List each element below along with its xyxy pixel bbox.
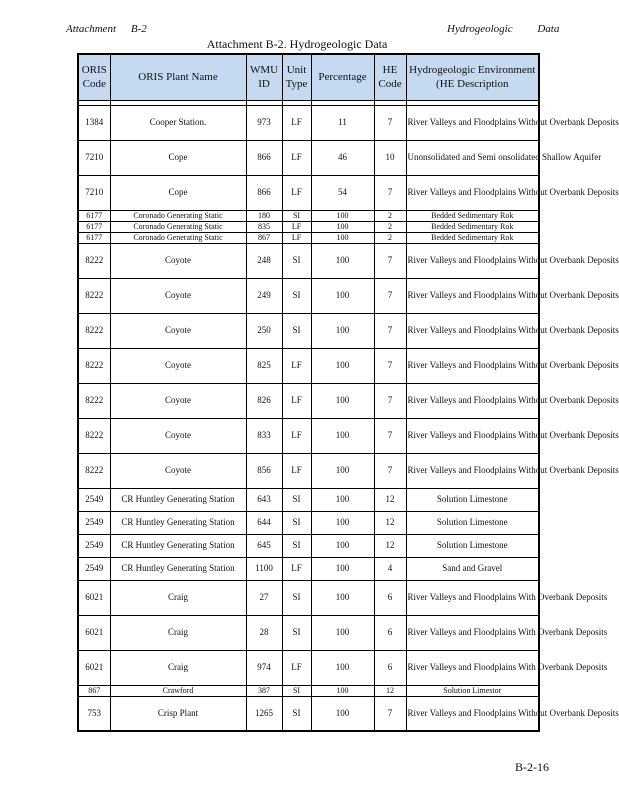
cell-unit-type: LF (282, 221, 311, 232)
cell-he-code: 6 (374, 580, 406, 615)
cell-oris-code: 8222 (78, 418, 110, 453)
col-header-he-code: HE Code (374, 54, 406, 100)
cell-percentage: 100 (311, 313, 374, 348)
cell-plant-name: Coyote (110, 453, 246, 488)
cell-oris-code: 6021 (78, 650, 110, 685)
cell-plant-name: Crawford (110, 685, 246, 696)
table-body (78, 105, 619, 731)
cell-plant-name: Craig (110, 580, 246, 615)
table-row (78, 313, 539, 348)
table-row (78, 278, 539, 313)
cell-unit-type: LF (282, 650, 311, 685)
cell-wmu-id: 387 (246, 685, 282, 696)
cell-percentage: 100 (311, 615, 374, 650)
cell-wmu-id: 645 (246, 534, 282, 557)
cell-he-description: River Valleys and Floodplains Without Overbank Deposits (406, 278, 539, 313)
cell-oris-code: 8222 (78, 383, 110, 418)
cell-he-code: 12 (374, 534, 406, 557)
cell-he-description: Sand and Gravel (406, 557, 539, 580)
cell-he-code: 4 (374, 557, 406, 580)
cell-he-code: 7 (374, 383, 406, 418)
col-header-percentage: Percentage (311, 54, 374, 100)
cell-he-description: River Valleys and Floodplains With Overbank Deposits (406, 580, 539, 615)
cell-plant-name: Craig (110, 615, 246, 650)
table-row (78, 488, 539, 511)
table-row (78, 650, 539, 685)
cell-wmu-id: 1265 (246, 696, 282, 731)
cell-he-code: 7 (374, 175, 406, 210)
cell-oris-code: 8222 (78, 313, 110, 348)
running-header-left (66, 23, 147, 35)
cell-percentage: 100 (311, 696, 374, 731)
cell-he-description: Bedded Sedimentary Rok (406, 232, 539, 243)
cell-unit-type: SI (282, 615, 311, 650)
cell-plant-name: CR Huntley Generating Station (110, 557, 246, 580)
cell-oris-code: 8222 (78, 348, 110, 383)
cell-he-description: Bedded Sedimentary Rok (406, 221, 539, 232)
cell-he-code: 7 (374, 696, 406, 731)
cell-he-description: River Valleys and Floodplains Without Overbank Deposits (406, 243, 539, 278)
cell-plant-name: Cooper Station. (110, 105, 246, 140)
cell-plant-name: Coyote (110, 348, 246, 383)
cell-unit-type: SI (282, 511, 311, 534)
cell-percentage: 46 (311, 140, 374, 175)
cell-plant-name: Coronado Generating Static (110, 232, 246, 243)
cell-oris-code: 6177 (78, 221, 110, 232)
cell-wmu-id: 867 (246, 232, 282, 243)
cell-oris-code: 7210 (78, 140, 110, 175)
cell-percentage: 54 (311, 175, 374, 210)
table-row (78, 696, 539, 731)
cell-plant-name: CR Huntley Generating Station (110, 534, 246, 557)
cell-he-code: 12 (374, 685, 406, 696)
table-row (78, 685, 539, 696)
cell-percentage: 100 (311, 232, 374, 243)
cell-plant-name: Coronado Generating Static (110, 210, 246, 221)
cell-wmu-id: 835 (246, 221, 282, 232)
cell-wmu-id: 180 (246, 210, 282, 221)
cell-oris-code: 6021 (78, 580, 110, 615)
cell-percentage: 100 (311, 453, 374, 488)
table-row (78, 140, 539, 175)
table-row (78, 557, 539, 580)
cell-plant-name: CR Huntley Generating Station (110, 511, 246, 534)
cell-unit-type: SI (282, 243, 311, 278)
header-attachment-label: Attachment (66, 23, 117, 35)
cell-wmu-id: 248 (246, 243, 282, 278)
cell-wmu-id: 1100 (246, 557, 282, 580)
cell-plant-name: Coyote (110, 243, 246, 278)
cell-he-code: 7 (374, 453, 406, 488)
cell-he-description: Solution Limestor (406, 685, 539, 696)
cell-he-code: 7 (374, 418, 406, 453)
table-row (78, 348, 539, 383)
col-header-he-description: Hydrogeologic Environment (HE Description (406, 54, 539, 100)
cell-percentage: 100 (311, 685, 374, 696)
cell-he-code: 6 (374, 615, 406, 650)
cell-unit-type: SI (282, 278, 311, 313)
cell-he-code: 6 (374, 650, 406, 685)
cell-oris-code: 2549 (78, 488, 110, 511)
table-row (78, 105, 539, 140)
cell-unit-type: SI (282, 580, 311, 615)
cell-oris-code: 8222 (78, 453, 110, 488)
cell-he-code: 2 (374, 221, 406, 232)
cell-wmu-id: 249 (246, 278, 282, 313)
cell-oris-code: 6177 (78, 232, 110, 243)
cell-he-code: 7 (374, 243, 406, 278)
table-row (78, 210, 539, 221)
cell-percentage: 100 (311, 210, 374, 221)
header-topic-suffix: Data (537, 23, 560, 35)
cell-unit-type: LF (282, 140, 311, 175)
table-row (78, 418, 539, 453)
cell-oris-code: 8222 (78, 243, 110, 278)
cell-unit-type: LF (282, 175, 311, 210)
col-header-wmu-id: WMU ID (246, 54, 282, 100)
cell-he-description: River Valleys and Floodplains With Overbank Deposits (406, 650, 539, 685)
cell-he-code: 2 (374, 210, 406, 221)
cell-he-description: River Valleys and Floodplains Without Overbank Deposits (406, 696, 539, 731)
table-row (78, 175, 539, 210)
cell-oris-code: 8222 (78, 278, 110, 313)
cell-plant-name: CR Huntley Generating Station (110, 488, 246, 511)
cell-plant-name: Coyote (110, 383, 246, 418)
cell-unit-type: LF (282, 557, 311, 580)
cell-unit-type: SI (282, 696, 311, 731)
cell-wmu-id: 825 (246, 348, 282, 383)
cell-unit-type: SI (282, 488, 311, 511)
cell-he-description: River Valleys and Floodplains Without Overbank Deposits (406, 383, 539, 418)
cell-he-code: 2 (374, 232, 406, 243)
page-title: Attachment B-2. Hydrogeologic Data (206, 37, 388, 51)
hydrogeologic-data-table (77, 53, 619, 732)
cell-percentage: 100 (311, 488, 374, 511)
cell-he-description: Solution Limestone (406, 534, 539, 557)
cell-wmu-id: 866 (246, 140, 282, 175)
cell-unit-type: LF (282, 418, 311, 453)
cell-he-description: Solution Limestone (406, 511, 539, 534)
cell-oris-code: 2549 (78, 557, 110, 580)
cell-percentage: 100 (311, 418, 374, 453)
cell-oris-code: 6177 (78, 210, 110, 221)
cell-plant-name: Coyote (110, 278, 246, 313)
cell-percentage: 100 (311, 348, 374, 383)
header-attachment-id: B-2 (130, 23, 147, 35)
cell-he-description: Unonsolidated and Semi onsolidated Shallow Aquifer (406, 140, 539, 175)
cell-percentage: 100 (311, 221, 374, 232)
cell-plant-name: Cope (110, 175, 246, 210)
cell-he-code: 7 (374, 313, 406, 348)
cell-oris-code: 867 (78, 685, 110, 696)
cell-wmu-id: 973 (246, 105, 282, 140)
cell-oris-code: 7210 (78, 175, 110, 210)
cell-he-description: River Valleys and Floodplains Without Overbank Deposits (406, 348, 539, 383)
col-header-plant-name: ORIS Plant Name (110, 54, 246, 100)
cell-wmu-id: 250 (246, 313, 282, 348)
col-header-unit-type: Unit Type (282, 54, 311, 100)
table-row (78, 534, 539, 557)
cell-percentage: 100 (311, 534, 374, 557)
table-row (78, 580, 539, 615)
cell-wmu-id: 826 (246, 383, 282, 418)
cell-unit-type: LF (282, 453, 311, 488)
cell-percentage: 100 (311, 580, 374, 615)
cell-percentage: 100 (311, 650, 374, 685)
cell-percentage: 100 (311, 511, 374, 534)
cell-oris-code: 2549 (78, 511, 110, 534)
cell-unit-type: SI (282, 313, 311, 348)
cell-unit-type: LF (282, 232, 311, 243)
table-header-row (78, 54, 539, 100)
cell-wmu-id: 833 (246, 418, 282, 453)
cell-he-code: 7 (374, 278, 406, 313)
table-row (78, 232, 539, 243)
cell-plant-name: Cope (110, 140, 246, 175)
cell-percentage: 100 (311, 383, 374, 418)
cell-he-code: 7 (374, 105, 406, 140)
cell-he-description: River Valleys and Floodplains Without Overbank Deposits (406, 313, 539, 348)
cell-wmu-id: 644 (246, 511, 282, 534)
cell-he-code: 7 (374, 348, 406, 383)
cell-wmu-id: 28 (246, 615, 282, 650)
cell-unit-type: SI (282, 685, 311, 696)
cell-he-code: 10 (374, 140, 406, 175)
table-row (78, 511, 539, 534)
cell-he-code: 12 (374, 488, 406, 511)
cell-plant-name: Crisp Plant (110, 696, 246, 731)
table-row (78, 221, 539, 232)
cell-wmu-id: 27 (246, 580, 282, 615)
cell-unit-type: LF (282, 348, 311, 383)
cell-unit-type: SI (282, 210, 311, 221)
cell-percentage: 100 (311, 278, 374, 313)
cell-he-description: River Valleys and Floodplains Without Overbank Deposits (406, 105, 539, 140)
cell-percentage: 100 (311, 243, 374, 278)
cell-he-description: River Valleys and Floodplains Without Overbank Deposits (406, 175, 539, 210)
cell-plant-name: Craig (110, 650, 246, 685)
cell-wmu-id: 856 (246, 453, 282, 488)
cell-unit-type: LF (282, 383, 311, 418)
cell-percentage: 11 (311, 105, 374, 140)
table-row (78, 453, 539, 488)
cell-plant-name: Coronado Generating Static (110, 221, 246, 232)
cell-oris-code: 753 (78, 696, 110, 731)
cell-wmu-id: 643 (246, 488, 282, 511)
cell-oris-code: 2549 (78, 534, 110, 557)
table-row (78, 243, 539, 278)
table-row (78, 383, 539, 418)
cell-plant-name: Coyote (110, 418, 246, 453)
cell-wmu-id: 974 (246, 650, 282, 685)
cell-oris-code: 6021 (78, 615, 110, 650)
cell-he-description: River Valleys and Floodplains Without Overbank Deposits (406, 453, 539, 488)
cell-he-description: River Valleys and Floodplains Without Overbank Deposits (406, 418, 539, 453)
cell-he-code: 12 (374, 511, 406, 534)
cell-he-description: Bedded Sedimentary Rok (406, 210, 539, 221)
page-number: B-2-16 (515, 760, 549, 774)
header-topic: Hydrogeologic (447, 23, 513, 35)
cell-unit-type: SI (282, 534, 311, 557)
cell-he-description: River Valleys and Floodplains With Overbank Deposits (406, 615, 539, 650)
cell-oris-code: 1384 (78, 105, 110, 140)
cell-he-description: Solution Limestone (406, 488, 539, 511)
cell-plant-name: Coyote (110, 313, 246, 348)
running-header-right (447, 23, 559, 35)
cell-unit-type: LF (282, 105, 311, 140)
cell-percentage: 100 (311, 557, 374, 580)
col-header-oris-code: ORIS Code (78, 54, 110, 100)
cell-wmu-id: 866 (246, 175, 282, 210)
table-row (78, 615, 539, 650)
